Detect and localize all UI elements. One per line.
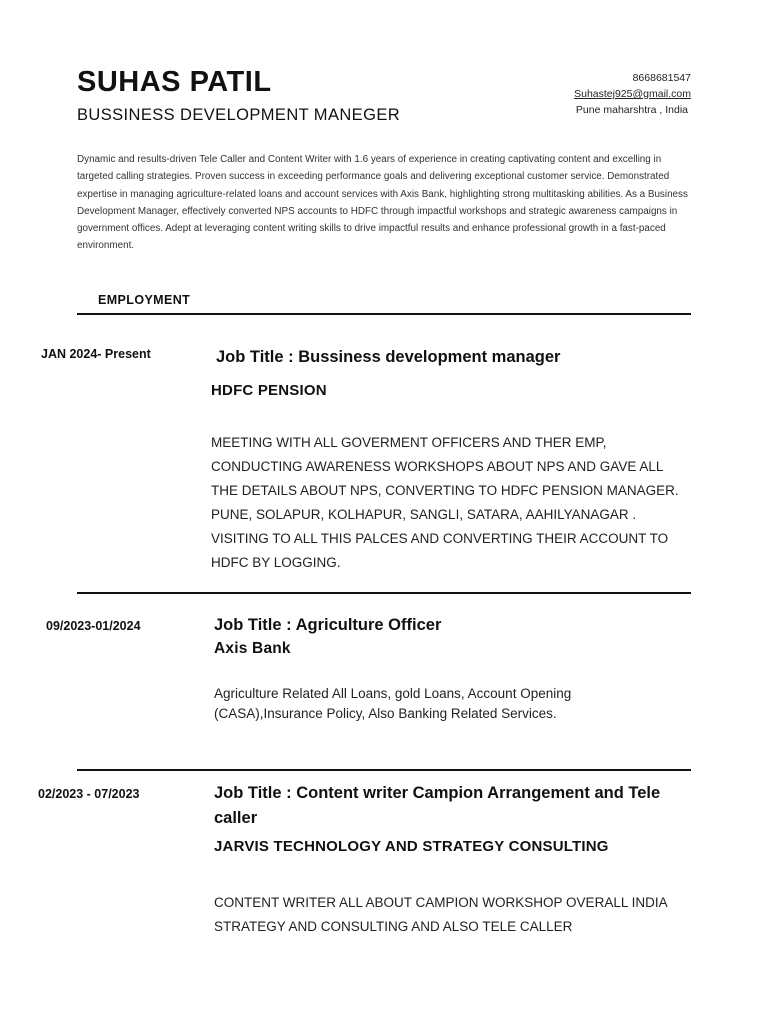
candidate-name: SUHAS PATIL	[77, 66, 272, 98]
job-description: MEETING WITH ALL GOVERMENT OFFICERS AND THER EMP, CONDUCTING AWARENESS WORKSHOPS ABOUT NPS AND GAVE ALL THE DETAILS ABOUT NPS, CONVERTING TO HDFC PENSION MANAGER. PUNE, SOLAPUR, KOLHAPUR, SANGLI, SATARA, AAHILYANAGAR . VISITING TO ALL THIS PALCES AND CONVERTING THEIR ACCOUNT TO HDFC BY LOGGING.	[211, 435, 679, 570]
job-title: Job Title : Agriculture Officer	[214, 616, 442, 634]
section-divider	[77, 313, 691, 315]
job-date: JAN 2024- Present	[41, 347, 151, 361]
employment-section-title: EMPLOYMENT	[98, 293, 191, 307]
profile-summary: Dynamic and results-driven Tele Caller and Content Writer with 1.6 years of experience in creating captivating content and excelling in targeted calling strategies. Proven success in exceeding performance goals and delivering exceptional customer service. Demonstrated expertise in managing agriculture-related loans and account services with Axis Bank, highlighting strong multitasking abilities. As a Business Development Manager, effectively converted NPS accounts to HDFC through impactful workshops and strategic awareness campaigns in government offices. Adept at leveraging content writing skills to drive impactful results and enhance professional growth in a fast-paced environment.	[77, 154, 688, 252]
job-company: Axis Bank	[214, 640, 291, 657]
job-company: JARVIS TECHNOLOGY AND STRATEGY CONSULTING	[214, 838, 609, 855]
contact-location: Pune maharshtra , India	[575, 104, 688, 116]
job-divider	[77, 592, 691, 594]
job-description: Agriculture Related All Loans, gold Loans, Account Opening (CASA),Insurance Policy, Also Banking Related Services.	[214, 686, 572, 721]
contact-block	[491, 70, 691, 118]
job-date: 02/2023 - 07/2023	[38, 787, 140, 801]
contact-email[interactable]: Suhastej925@gmail.com	[574, 88, 691, 100]
candidate-role: BUSSINESS DEVELOPMENT MANEGER	[77, 106, 401, 124]
job-description: CONTENT WRITER ALL ABOUT CAMPION WORKSHOP OVERALL INDIA STRATEGY AND CONSULTING AND ALSO TELE CALLER	[214, 895, 667, 934]
contact-phone: 8668681547	[632, 72, 691, 84]
job-title: Job Title : Bussiness development manager	[216, 348, 561, 366]
job-date: 09/2023-01/2024	[46, 619, 141, 633]
job-divider	[77, 769, 691, 771]
job-title: Job Title : Content writer Campion Arrangement and Tele caller	[214, 784, 661, 827]
job-company: HDFC PENSION	[211, 382, 327, 399]
